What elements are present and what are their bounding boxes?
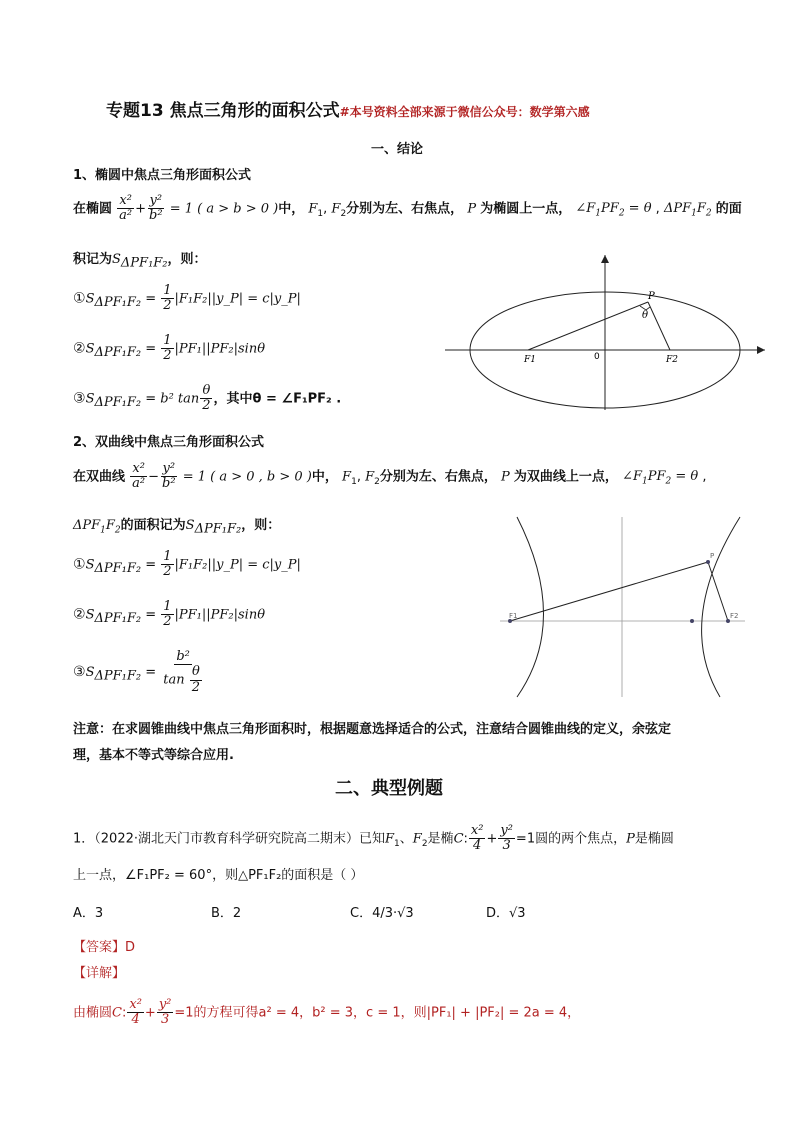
- answer-label: 【答案】D: [73, 940, 136, 955]
- fraction: $\frac{\text{y²}}{\text{b²}}$: [149, 193, 163, 224]
- point-p: [706, 560, 710, 564]
- question-1-line-2: 上一点，∠F₁PF₂ = 60°，则△PF₁F₂的面积是（ ）: [73, 868, 364, 883]
- hyperbola-intro: 在双曲线 $\frac{\text{x²}}{\text{a²}}$ − $\frac{\text{y²}}{\text{b²}}$ = 1 ( a > 0 , b > 0 )中， $F_1$, $F_2$分别为左、右焦点， P 为双曲线上一点， $\angle F_1PF_2 = \theta$ ,: [73, 461, 707, 492]
- detail-line: 由椭圆C: $\frac{\text{x²}}{4}$ + $\frac{\text{y²}}{3}$ =1的方程可得a² = 4，b² = 3，c = 1，则|PF₁| + |PF₂| = 2a = 4，: [73, 997, 581, 1028]
- option-b: B．2: [211, 906, 242, 921]
- point-vertex: [690, 619, 694, 623]
- hyperbola-diagram: [495, 512, 750, 702]
- page-title: 专题13 焦点三角形的面积公式: [106, 101, 340, 121]
- ellipse-intro: 在椭圆 $\frac{\text{x²}}{\text{a²}}$ + $\frac{\text{y²}}{\text{b²}}$ = 1 ( a > b > 0 )中， $F_1$, $F_2$分别为左、右焦点， P 为椭圆上一点， $\angle F_1PF_2 = \theta$ , $\Delta PF_1F_2$ 的面: [73, 193, 742, 224]
- hyperbola-line2: $\Delta PF_1F_2$的面积记为$S_{\Delta PF_1F_2}$，则：: [73, 518, 281, 537]
- label-f2: F2: [666, 355, 678, 365]
- ellipse-formula-3: $③S_{\Delta PF_1F_2} = b^2$ tan $\frac{\theta}{2}$ ，其中θ = ∠F₁PF₂ .: [73, 383, 342, 414]
- option-a: A．3: [73, 906, 104, 921]
- detail-label: 【详解】: [73, 966, 126, 981]
- note-line-2: 理，基本不等式等综合应用.: [73, 748, 234, 763]
- option-c: C．4/3·√3: [350, 906, 414, 921]
- hyperbola-right-branch: [702, 517, 740, 697]
- label-theta: θ: [642, 310, 649, 321]
- segment-pf2: [648, 302, 670, 350]
- label-p: P: [710, 552, 715, 560]
- hyperbola-formula-1: $①S_{\Delta PF_1F_2}$ = $\frac{1}{2}$ |F₁F₂||y_P| = c|y_P|: [73, 549, 301, 580]
- segment-pf2: [708, 562, 728, 621]
- label-origin: 0: [594, 352, 600, 362]
- note-line-1: 注意：在求圆锥曲线中焦点三角形面积时，根据题意选择适合的公式，注意结合圆锥曲线的定义，余弦定: [73, 722, 672, 737]
- y-axis-arrow: [601, 255, 609, 263]
- hyperbola-formula-2: $②S_{\Delta PF_1F_2}$ = $\frac{1}{2}$ |PF₁||PF₂|sinθ: [73, 599, 266, 630]
- section-1-heading: 一、结论: [371, 142, 424, 157]
- section-2-heading: 二、典型例题: [335, 778, 443, 799]
- fraction: $\frac{\text{x²}}{\text{a²}}$: [119, 193, 133, 224]
- segment-pf1: [528, 302, 648, 350]
- option-d: D．√3: [486, 906, 526, 921]
- label-f1: F1: [524, 355, 536, 365]
- label-p: P: [648, 291, 655, 302]
- ellipse-heading: 1、椭圆中焦点三角形面积公式: [73, 168, 252, 183]
- ellipse-formula-1: $①S_{\Delta PF_1F_2}$ = $\frac{1}{2}$ |F₁F₂||y_P| = c|y_P|: [73, 283, 301, 314]
- hyperbola-left-branch: [517, 517, 544, 697]
- label-f2: F2: [730, 612, 739, 620]
- source-note: #本号资料全部来源于微信公众号：数学第六感: [339, 105, 590, 119]
- x-axis-arrow: [757, 346, 765, 354]
- label-f1: F1: [509, 612, 518, 620]
- hyperbola-heading: 2、双曲线中焦点三角形面积公式: [73, 435, 265, 450]
- page-title-row: [106, 96, 590, 121]
- segment-pf1: [510, 562, 708, 621]
- question-1-line-1: 1．（2022·湖北天门市教育科学研究院高二期末）已知$F_1$、$F_2$是椭C: $\frac{\text{x²}}{4}$ + $\frac{\text{y²}}{3}$ =1圆的两个焦点，P是椭圆: [73, 823, 674, 854]
- hyperbola-formula-3: $③S_{\Delta PF_1F_2}$ = b² tan $\frac{\theta}{2}$: [73, 649, 201, 695]
- ellipse-diagram: [440, 250, 770, 415]
- ellipse-line2: 积记为$S_{\Delta PF_1F_2}$，则：: [73, 252, 207, 271]
- ellipse-formula-2: $②S_{\Delta PF_1F_2}$ = $\frac{1}{2}$ |PF₁||PF₂|sinθ: [73, 333, 266, 364]
